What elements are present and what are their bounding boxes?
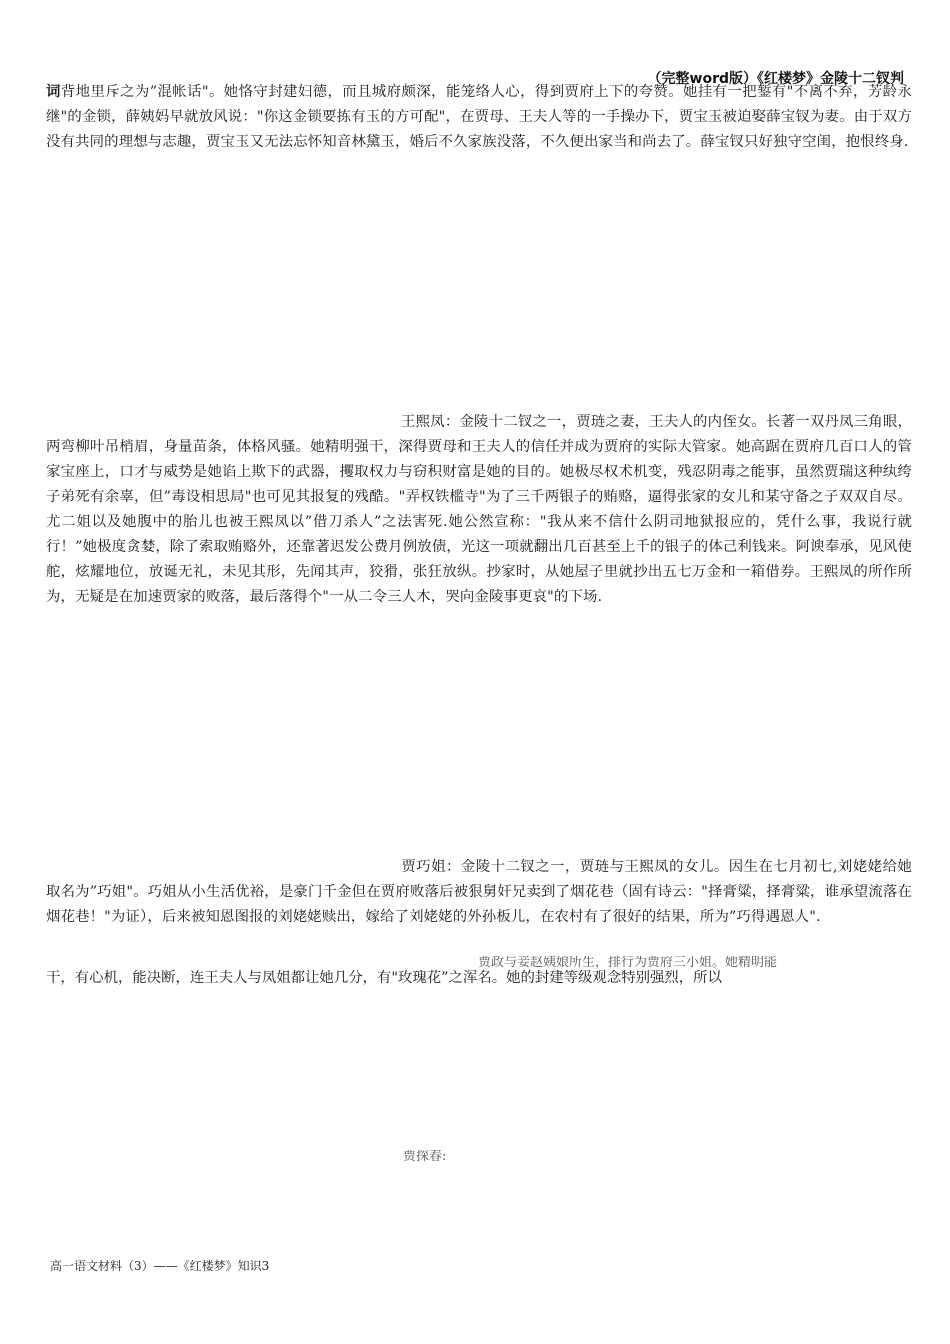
qiaojie-text: 贾巧姐：金陵十二钗之一，贾琏与王熙凤的女儿。因生在七月初七,刘姥姥给她取名为”巧姐"。巧姐从小生活优裕，是豪门千金但在贾府败落后被狠舅奸兄卖到了烟花巷（固有诗云："择膏粱，择膏粱，谁承望流落在烟花巷！"为证），后来被知恩图报的刘姥姥赎出，嫁给了刘姥姥的外孙板儿，在农村有了很好的结果，所为”巧得遇恩人".: [46, 859, 912, 925]
paragraph-lead-word: 词: [46, 84, 61, 100]
qiaojie-paragraph: [46, 855, 912, 930]
xifeng-text: 王熙凤：金陵十二钗之一，贾琏之妻，王夫人的内侄女。长著一双丹凤三角眼，两弯柳叶吊梢眉，身量苗条，体格风骚。她精明强干，深得贾母和王夫人的信任并成为贾府的实际大管家。她高踞在贾府几百口人的管家宝座上，口才与威势是她谄上欺下的武器，攫取权力与窃积财富是她的目的。她极尽权术机变，残忍阴毒之能事，虽然贾瑞这种纨绔子弟死有余辜，但”毒设相思局"也可见其报复的残酷。"弄权铁槛寺"为了三千两银子的贿赂，逼得张家的女儿和某守备之子双双自尽。尤二姐以及她腹中的胎儿也被王熙凤以”借刀杀人”之法害死.她公然宣称："我从来不信什么阴司地狱报应的，凭什么事，我说行就行！”她极度贪婪，除了索取贿赂外，还靠著迟发公费月例放债，光这一项就翻出几百甚至上千的银子的体己利钱来。阿谀奉承，见风使舵，炫耀地位，放诞无礼，未见其形，先闻其声，狡猾，张狂放纵。抄家时，从她屋子里就抄出五七万金和一箱借券。王熙凤的所作所为，无疑是在加速贾家的败落，最后落得个"一从二令三人木，哭向金陵事更哀"的下场.: [46, 414, 912, 605]
document-title: （完整word版）《红楼梦》金陵十二钗判: [647, 71, 904, 87]
xifeng-paragraph: [46, 410, 912, 610]
baochai-paragraph: [46, 80, 912, 155]
tanchun-overlap-top-text: 贾政与妾赵姨娘所生，排行为贾府三小姐。她精明能: [478, 956, 778, 970]
tanchun-label: 贾探春:: [403, 1150, 447, 1162]
tanchun-overlap-bottom-text: 干，有心机，能决断，连王夫人与凤姐都让她几分，有"玫瑰花”之浑名。她的封建等级观念特别强烈，所以: [46, 970, 722, 986]
page-footer: 高一语文材料（3）——《红楼梦》知识3: [50, 1259, 270, 1273]
baochai-text: 背地里斥之为”混帐话"。她恪守封建妇德，而且城府颇深，能笼络人心，得到贾府上下的夸赞。她挂有一把錾有"不离不弃，芳龄永继"的金锁，薛姨妈早就放风说："你这金锁要拣有玉的方可配"，在贾母、王夫人等的一手操办下，贾宝玉被迫娶薛宝钗为妻。由于双方没有共同的理想与志趣，贾宝玉又无法忘怀知音林黛玉，婚后不久家族没落，不久便出家当和尚去了。薛宝钗只好独守空闺，抱恨终身.: [46, 84, 913, 150]
